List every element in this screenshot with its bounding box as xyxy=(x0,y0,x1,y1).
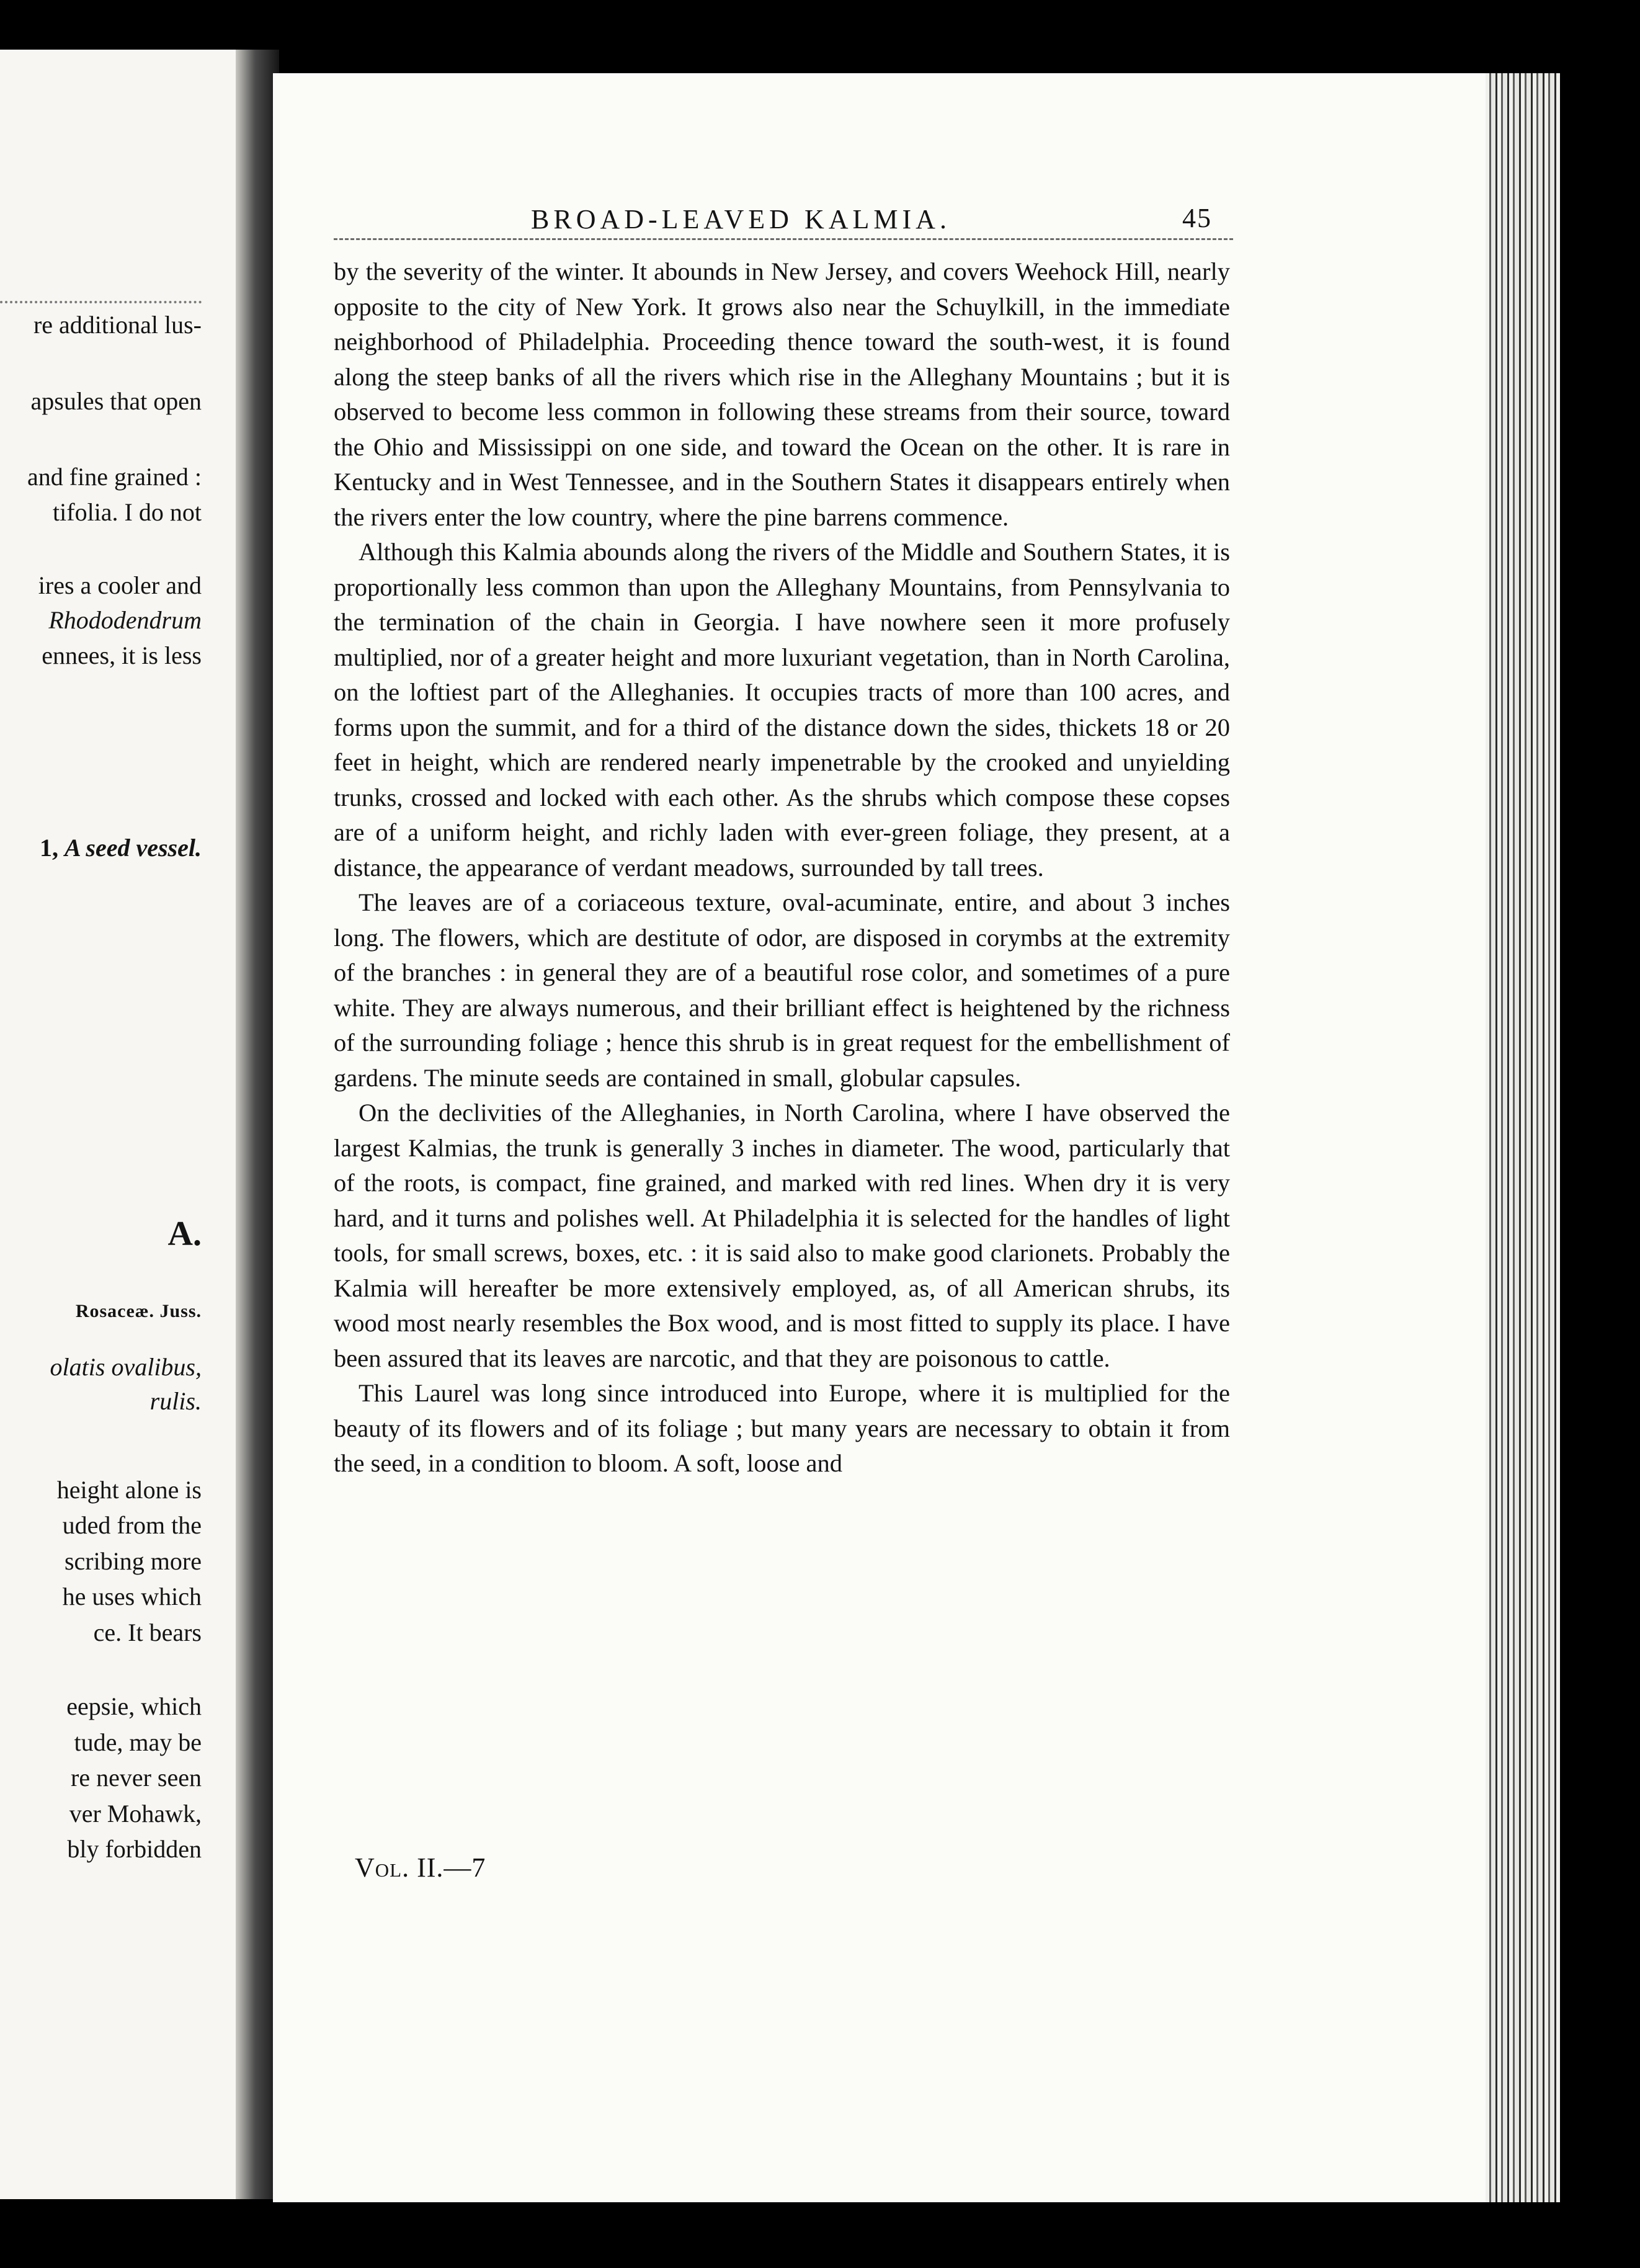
left-page-line: he uses which xyxy=(62,1583,202,1610)
body-text xyxy=(334,254,1230,1481)
left-page-line: uded from the xyxy=(62,1511,202,1539)
left-page-line: Rosaceæ. Juss. xyxy=(75,1301,202,1321)
paragraph: Although this Kalmia abounds along the rivers of the Middle and Southern States, it is proportionally less common than upon the Alleghany Mountains, from Pennsylvania to the termination of the chain in Georgia. I have nowhere seen it more profusely multiplied, nor of a greater height and more luxuriant vegetation, than in North Carolina, on the loftiest part of the Alleghanies. It occupies tracts of more than 100 acres, and forms upon the summit, and for a third of the distance down the sides, thickets 18 or 20 feet in height, which are rendered nearly impenetrable by the crooked and unyielding trunks, crossed and locked with each other. As the shrubs which compose these copses are of a uniform height, and richly laden with ever-green foliage, they present, at a distance, the appearance of verdant meadows, surrounded by tall trees. xyxy=(334,538,1230,882)
left-page-line: apsules that open xyxy=(30,387,202,415)
left-page-line: tifolia. I do not xyxy=(53,498,202,526)
running-head-rule xyxy=(334,238,1233,240)
page-number: 45 xyxy=(1182,203,1212,233)
left-page-line: and fine grained : xyxy=(27,463,202,491)
left-page-rule xyxy=(0,301,202,303)
left-page-line: A. xyxy=(167,1215,202,1253)
running-head xyxy=(261,203,1640,235)
paragraph: The leaves are of a coriaceous texture, oval-acuminate, entire, and about 3 inches long. The flowers, which are destitute of odor, are disposed in corymbs at the extremity of the branches : in general they are of a beautiful rose color, and sometimes of a pure white. They are always numerous, and their brilliant effect is heightened by the richness of the surrounding foliage ; hence this shrub is in great request for the embellishment of gardens. The minute seeds are contained in small, globular capsules. xyxy=(334,888,1230,1092)
left-page-line: scribing more xyxy=(64,1547,202,1575)
left-page-line: re additional lus- xyxy=(33,311,202,339)
left-page-line: ennees, it is less xyxy=(42,641,202,669)
signature-mark xyxy=(355,1852,486,1883)
signature-volume: Vol. II. xyxy=(355,1852,444,1883)
paragraph: On the declivities of the Alleghanies, in North Carolina, where I have observed the largest Kalmias, the trunk is generally 3 inches in diameter. The wood, particularly that of the roots, is compact, fine grained, and marked with red lines. When dry it is very hard, and it turns and polishes well. At Philadelphia it is selected for the handles of light tools, for small screws, boxes, etc. : it is said also to make good clarionets. Probably the Kalmia will hereafter be more extensively employed, as, of all American shrubs, its wood most nearly resembles the Box wood, and is most fitted to supply its place. I have been assured that its leaves are narcotic, and that they are poisonous to cattle. xyxy=(334,1099,1230,1372)
left-page-line: olatis ovalibus, xyxy=(50,1353,202,1381)
left-page-line: 1, A seed vessel. xyxy=(39,834,202,862)
page-edges xyxy=(1486,73,1560,2202)
paragraph: by the severity of the winter. It abounds in New Jersey, and covers Weehock Hill, nearly opposite to the city of New York. It grows also near the Schuylkill, in the immediate neighborhood of Philadelphia. Proceeding thence toward the south-west, it is found along the steep banks of all the rivers which rise in the Alleghany Mountains ; but it is observed to become less common in following these streams from their source, toward the Ohio and Mississippi on one side, and toward the Ocean on the other. It is rare in Kentucky and in West Tennessee, and in the Southern States it disappears entirely when the rivers enter the low country, where the pine barrens commence. xyxy=(334,257,1230,531)
left-page-line: ver Mohawk, xyxy=(69,1800,202,1828)
left-page-line: re never seen xyxy=(71,1764,202,1792)
left-page-line: height alone is xyxy=(56,1476,202,1504)
left-page-line: Rhododendrum xyxy=(48,606,202,634)
left-page-line: ce. It bears xyxy=(93,1618,202,1646)
left-page-line: bly forbidden xyxy=(67,1835,202,1863)
paragraph: This Laurel was long since introduced into Europe, where it is multiplied for the beauty of its flowers and of its foliage ; but many years are necessary to obtain it from the seed, in a condition to bloom. A soft, loose and xyxy=(334,1379,1230,1477)
left-facing-page xyxy=(0,50,239,2199)
running-head-title: BROAD-LEAVED KALMIA. xyxy=(531,204,951,234)
left-page-line: ires a cooler and xyxy=(38,571,202,599)
left-page-line: eepsie, which xyxy=(66,1692,202,1720)
signature-sheet: —7 xyxy=(443,1852,486,1883)
left-page-line: rulis. xyxy=(149,1387,202,1415)
left-page-line: tude, may be xyxy=(74,1728,202,1756)
